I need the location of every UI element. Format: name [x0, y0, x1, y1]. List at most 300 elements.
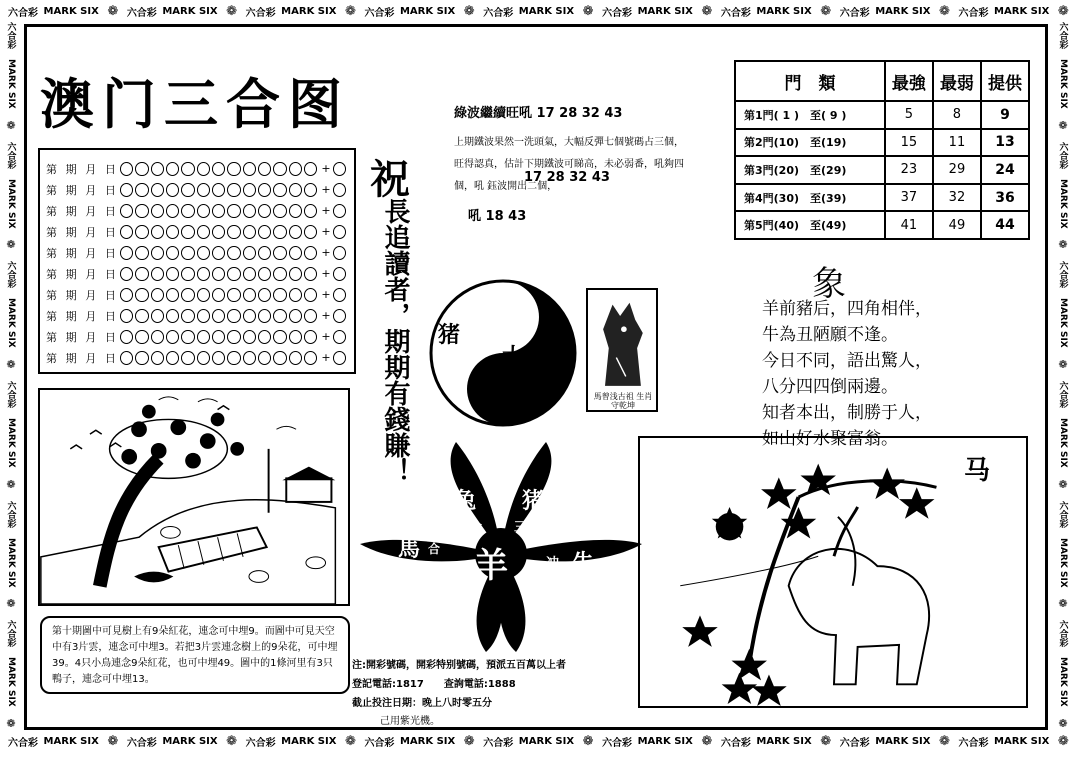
lottery-info [352, 656, 566, 713]
number-circle [304, 225, 317, 239]
number-circle [212, 204, 225, 218]
number-circle [166, 183, 179, 197]
number-circle [181, 267, 194, 281]
flower-horse: 馬 [398, 537, 421, 562]
grid-label-char: 日 [104, 351, 116, 365]
gate-cell: 第2門(10) 至(19) [735, 129, 885, 157]
grid-row-label [46, 329, 120, 345]
poem-title: 象 [812, 264, 846, 304]
flower-sanhe-right: 三合 [514, 520, 541, 535]
number-circle [243, 288, 256, 302]
special-number-circle [333, 204, 346, 218]
grid-label-char: 期 [65, 267, 77, 281]
flower-liuhe: 六合 [428, 529, 441, 556]
border-text: MARK SIX [6, 178, 16, 229]
number-circle [197, 162, 210, 176]
plus-sign: + [321, 225, 331, 238]
number-circle [243, 183, 256, 197]
grid-label-char: 第 [46, 330, 57, 344]
flower-ornament-icon: ❁ [1058, 238, 1068, 252]
border-text: MARK SIX [1058, 58, 1068, 109]
grid-label-char: 日 [104, 225, 116, 239]
number-circle [151, 267, 164, 281]
grid-row-label [46, 203, 120, 219]
number-circle [135, 288, 148, 302]
border-text: MARK SIX [399, 735, 456, 747]
special-number-circle [333, 309, 346, 323]
grid-label-char: 第 [46, 309, 57, 323]
border-text: 六合彩 [5, 261, 16, 289]
info-line-1: 注:開彩號碼，開彩特别號碼，預派五百萬以上者 [352, 660, 566, 671]
gate-cell: 第5門(40) 至(49) [735, 211, 885, 239]
number-circle [273, 288, 286, 302]
number-circle [258, 246, 271, 260]
number-circle [243, 162, 256, 176]
number-circle [258, 225, 271, 239]
border-text: 六合彩 [602, 7, 633, 19]
poem-line: 羊前豬后，四角相伴， [762, 299, 932, 319]
number-circle [212, 162, 225, 176]
grid-row-label [46, 308, 120, 324]
number-circle [289, 204, 302, 218]
number-circle [227, 204, 240, 218]
grid-row-label [46, 350, 120, 366]
number-circle [258, 183, 271, 197]
grid-label-char: 第 [46, 183, 57, 197]
grid-label-char: 月 [85, 330, 97, 344]
number-circle [289, 309, 302, 323]
weak-cell: 32 [933, 184, 981, 212]
border-text: 六合彩 [720, 7, 751, 19]
plus-sign: + [321, 267, 331, 280]
yin-yang-pig-label: 猪 [438, 323, 461, 348]
border-text: MARK SIX [1058, 298, 1068, 348]
offer-cell: 36 [981, 184, 1029, 212]
grid-label-char: 日 [104, 162, 116, 176]
flower-ornament-icon: ❁ [939, 733, 950, 749]
number-circle [243, 309, 256, 323]
flower-ornament-icon: ❁ [1058, 597, 1068, 611]
number-circle [258, 351, 271, 365]
weak-cell: 49 [933, 211, 981, 239]
flower-ornament-icon: ❁ [1058, 357, 1068, 371]
border-text: 六合彩 [245, 7, 276, 19]
grid-row [46, 326, 348, 347]
flower-ornament-icon: ❁ [1058, 118, 1068, 132]
number-circle [135, 351, 148, 365]
flower-ornament-icon: ❁ [6, 357, 16, 371]
offer-cell: 44 [981, 211, 1029, 239]
flower-ox: 牛 [572, 551, 595, 576]
flower-pig: 猪 [522, 489, 545, 514]
special-number-circle [333, 267, 346, 281]
grid-label-char: 第 [46, 204, 57, 218]
grid-label-char: 日 [104, 330, 116, 344]
grid-label-char: 期 [65, 288, 77, 302]
flower-goat: 羊 [474, 546, 508, 586]
border-text: MARK SIX [399, 5, 456, 17]
border-text: 六合彩 [1057, 620, 1068, 648]
number-circle [227, 225, 240, 239]
number-circle [289, 183, 302, 197]
grid-row-label [46, 245, 120, 261]
grid-label-char: 期 [65, 204, 77, 218]
number-circle [197, 288, 210, 302]
number-circle [197, 225, 210, 239]
grid-row [46, 200, 348, 221]
border-text: MARK SIX [756, 5, 812, 17]
flower-ornament-icon: ❁ [582, 3, 594, 19]
flower-ornament-icon: ❁ [463, 3, 475, 19]
grid-row [46, 305, 348, 326]
grid-label-char: 第 [46, 267, 57, 281]
number-circle [197, 267, 210, 281]
special-number-circle [333, 225, 346, 239]
number-circle [166, 246, 179, 260]
col-header-offer: 提供 [981, 61, 1029, 101]
poem [762, 296, 932, 452]
gate-cell: 第1門( 1 ) 至( 9 ) [735, 101, 885, 129]
flower-ornament-icon: ❁ [1057, 3, 1069, 19]
border-text: MARK SIX [43, 735, 99, 747]
grid-row [46, 242, 348, 263]
number-circle [197, 183, 210, 197]
number-circle [166, 162, 179, 176]
number-circle [258, 204, 271, 218]
border-text: 六合彩 [1057, 500, 1068, 528]
number-circle [197, 309, 210, 323]
col-header-strong: 最強 [885, 61, 933, 101]
number-circle [151, 183, 164, 197]
grid-row [46, 179, 348, 200]
weak-cell: 11 [933, 129, 981, 157]
border-text: 六合彩 [483, 737, 514, 749]
number-circle [135, 162, 148, 176]
grid-row-label [46, 287, 120, 303]
grid-row-label [46, 161, 120, 177]
number-circle [181, 330, 194, 344]
number-circle [227, 309, 240, 323]
strong-cell: 23 [885, 156, 933, 184]
number-circle [197, 351, 210, 365]
border-text: 六合彩 [839, 7, 870, 19]
poem-line: 牛為丑陋願不逢。 [762, 325, 898, 345]
number-circle [120, 330, 133, 344]
border-text: 六合彩 [1057, 22, 1068, 49]
special-number-circle [333, 162, 346, 176]
number-circle [289, 225, 302, 239]
grid-label-char: 第 [46, 246, 57, 260]
border-text: MARK SIX [518, 735, 575, 747]
number-circle [258, 330, 271, 344]
grid-row-label [46, 266, 120, 282]
number-circle [166, 267, 179, 281]
number-circle [304, 309, 317, 323]
col-header-gate: 門 類 [735, 61, 885, 101]
border-text: 六合彩 [5, 22, 16, 49]
number-circle [181, 183, 194, 197]
number-circle [258, 288, 271, 302]
table-row [735, 101, 1029, 129]
number-circle [212, 351, 225, 365]
number-circle [227, 330, 240, 344]
border-text: MARK SIX [637, 5, 693, 17]
number-circle [273, 204, 286, 218]
blessing-vertical-text: 長追讀者，期期有錢賺！ [380, 198, 410, 484]
number-circle [166, 225, 179, 239]
number-circle [166, 330, 179, 344]
number-circle [135, 204, 148, 218]
flower-ornament-icon: ❁ [107, 733, 119, 749]
tree-river-illustration [38, 388, 350, 606]
yin-yang-big-single: 大单 [502, 345, 547, 370]
number-circle [120, 162, 133, 176]
flower-ornament-icon: ❁ [701, 3, 713, 19]
number-circle [273, 162, 286, 176]
flower-ornament-icon: ❁ [6, 716, 16, 730]
number-circle [181, 204, 194, 218]
yin-yang-number-2: 3 [492, 312, 508, 337]
print-footnote: 己用紫光機。 [380, 716, 440, 727]
poem-line: 今日不同，語出驚人， [762, 351, 932, 371]
number-circle [212, 225, 225, 239]
number-circle [151, 246, 164, 260]
plus-sign: + [321, 246, 331, 259]
number-circle [258, 309, 271, 323]
grid-label-char: 期 [65, 351, 77, 365]
number-circle [166, 351, 179, 365]
number-circle [258, 267, 271, 281]
border-text: 六合彩 [958, 7, 989, 19]
number-circle [304, 246, 317, 260]
number-circle [289, 351, 302, 365]
border-text: 六合彩 [364, 737, 395, 749]
grid-label-char: 日 [104, 288, 116, 302]
number-circle [181, 162, 194, 176]
number-circle [120, 246, 133, 260]
grid-label-char: 期 [65, 183, 77, 197]
grid-row [46, 347, 348, 368]
number-circle [227, 183, 240, 197]
number-circle [273, 246, 286, 260]
number-circle [289, 330, 302, 344]
border-text: 六合彩 [483, 7, 514, 19]
number-circle [212, 183, 225, 197]
flower-ornament-icon: ❁ [226, 3, 238, 19]
number-circle [135, 330, 148, 344]
offer-cell: 13 [981, 129, 1029, 157]
number-circle [273, 225, 286, 239]
flower-ornament-icon: ❁ [1058, 716, 1068, 730]
number-circle [120, 225, 133, 239]
plus-sign: + [321, 204, 331, 217]
number-circle [212, 309, 225, 323]
stamp-caption: 馬曾浅古祖 生肖守乾坤 [593, 392, 653, 410]
number-circle [304, 288, 317, 302]
border-text: 六合彩 [126, 737, 157, 749]
flower-ornament-icon: ❁ [6, 118, 16, 132]
number-circle [197, 204, 210, 218]
number-circle [135, 267, 148, 281]
flower-ornament-icon: ❁ [6, 597, 16, 611]
flower-ornament-icon: ❁ [1058, 477, 1068, 491]
border-text: MARK SIX [994, 735, 1050, 747]
flower-ornament-icon: ❁ [939, 3, 950, 19]
border-text: 六合彩 [5, 620, 16, 648]
number-circle [304, 330, 317, 344]
strong-cell: 41 [885, 211, 933, 239]
number-circle [227, 288, 240, 302]
flower-ornament-icon: ❁ [6, 477, 16, 491]
border-bottom [0, 730, 1080, 752]
border-text: 六合彩 [839, 737, 870, 749]
page-title: 澳门三合图 [40, 73, 350, 136]
border-text: 六合彩 [602, 737, 633, 749]
border-text: 六合彩 [126, 7, 157, 19]
poem-line: 如山好水聚富翁。 [762, 429, 898, 449]
flower-ornament-icon: ❁ [344, 733, 356, 749]
number-circle [273, 309, 286, 323]
number-circle [212, 267, 225, 281]
horse-label: 马 [964, 456, 991, 486]
border-text: MARK SIX [637, 735, 693, 747]
number-circle [227, 246, 240, 260]
number-circle [227, 351, 240, 365]
border-text: 六合彩 [8, 737, 38, 749]
number-circle [197, 330, 210, 344]
number-circle [151, 351, 164, 365]
number-circle [212, 288, 225, 302]
poem-line: 知者本出，制勝于人， [762, 403, 932, 423]
flower-ornament-icon: ❁ [107, 3, 119, 19]
table-header-row [735, 61, 1029, 101]
grid-row-label [46, 224, 120, 240]
border-text: MARK SIX [518, 5, 575, 17]
border-text: MARK SIX [875, 5, 931, 17]
number-circle [151, 330, 164, 344]
border-text: 六合彩 [5, 500, 16, 528]
analysis-numbers: 17 28 32 43 [524, 170, 610, 185]
special-number-circle [333, 246, 346, 260]
border-text: 六合彩 [1057, 380, 1068, 408]
number-circle [120, 183, 133, 197]
flower-sanhe-left: 三合 [456, 520, 483, 535]
grid-label-char: 日 [104, 246, 116, 260]
grid-label-char: 期 [65, 330, 77, 344]
col-header-weak: 最弱 [933, 61, 981, 101]
number-circle [120, 351, 133, 365]
border-text: 六合彩 [720, 737, 751, 749]
grid-label-char: 期 [65, 225, 77, 239]
offer-cell: 24 [981, 156, 1029, 184]
number-circle [304, 162, 317, 176]
weak-cell: 29 [933, 156, 981, 184]
border-text: MARK SIX [162, 5, 218, 17]
flower-chong: 冲 [546, 556, 560, 571]
strong-cell: 37 [885, 184, 933, 212]
plus-sign: + [321, 309, 331, 322]
green-wave-heading: 綠波繼續旺吼 17 28 32 43 [454, 106, 623, 121]
number-circle [181, 351, 194, 365]
number-grid [38, 148, 356, 374]
number-circle [197, 246, 210, 260]
border-left [2, 22, 20, 730]
number-circle [166, 309, 179, 323]
analysis-paragraph: 上期鐵波果然一洗頭氣，大幅反彈七個號碼占三個，旺得認真，估計下期鐵波可睇高，未必弱番，吼夠四個，吼 鈺波開出二個， [454, 137, 684, 192]
border-text: 六合彩 [8, 7, 38, 19]
border-text: MARK SIX [1058, 657, 1068, 707]
number-circle [289, 162, 302, 176]
grid-label-char: 月 [85, 288, 97, 302]
table-row [735, 129, 1029, 157]
number-circle [243, 351, 256, 365]
grid-label-char: 日 [104, 267, 116, 281]
grid-label-char: 月 [85, 225, 97, 239]
flower-ornament-icon: ❁ [582, 733, 594, 749]
flower-ornament-icon: ❁ [226, 733, 238, 749]
special-number-circle [333, 351, 346, 365]
grid-label-char: 月 [85, 309, 97, 323]
number-circle [243, 204, 256, 218]
border-text: MARK SIX [281, 5, 337, 17]
number-circle [273, 267, 286, 281]
flower-ornament-icon: ❁ [820, 733, 832, 749]
number-circle [258, 162, 271, 176]
border-text: MARK SIX [1058, 417, 1068, 468]
number-circle [227, 267, 240, 281]
number-circle [304, 204, 317, 218]
grid-label-char: 第 [46, 162, 57, 176]
weak-cell: 8 [933, 101, 981, 129]
number-circle [243, 330, 256, 344]
grid-label-char: 第 [46, 288, 57, 302]
number-circle [135, 183, 148, 197]
border-text: MARK SIX [1058, 178, 1068, 229]
grid-label-char: 月 [85, 162, 97, 176]
border-text: MARK SIX [43, 5, 99, 17]
picture-hint-note: 第十期圖中可見樹上有9朵紅花，連念可中埋9。而圖中可見天空中有3片雲，連念可中埋3。若把3片雲連念樹上的9朵花，可中埋39。4只小鳥連念9朵紅花，也可中埋49。圖中的1條河里有3只鴨子，連念可中埋13。 [40, 616, 350, 694]
grid-label-char: 月 [85, 246, 97, 260]
number-circle [120, 267, 133, 281]
analysis-numbers-end: 吼 18 43 [468, 209, 527, 224]
number-circle [273, 183, 286, 197]
border-text: MARK SIX [6, 417, 16, 468]
border-text: 六合彩 [1057, 141, 1068, 169]
grid-label-char: 日 [104, 204, 116, 218]
grid-row [46, 158, 348, 179]
number-circle [181, 225, 194, 239]
gate-table [734, 60, 1030, 240]
grid-label-char: 第 [46, 225, 57, 239]
plus-sign: + [321, 183, 331, 196]
special-number-circle [333, 288, 346, 302]
grid-label-char: 期 [65, 162, 77, 176]
flower-ornament-icon: ❁ [1057, 733, 1069, 749]
number-circle [135, 246, 148, 260]
border-text: MARK SIX [6, 537, 16, 588]
gate-cell: 第3門(20) 至(29) [735, 156, 885, 184]
border-text: 六合彩 [5, 141, 16, 169]
number-circle [273, 351, 286, 365]
grid-label-char: 月 [85, 351, 97, 365]
border-text: MARK SIX [281, 735, 337, 747]
border-text: MARK SIX [6, 58, 16, 109]
plus-sign: + [321, 288, 331, 301]
number-circle [243, 225, 256, 239]
number-circle [181, 288, 194, 302]
blessing-big-char: 祝 [370, 157, 410, 203]
grid-label-char: 日 [104, 309, 116, 323]
